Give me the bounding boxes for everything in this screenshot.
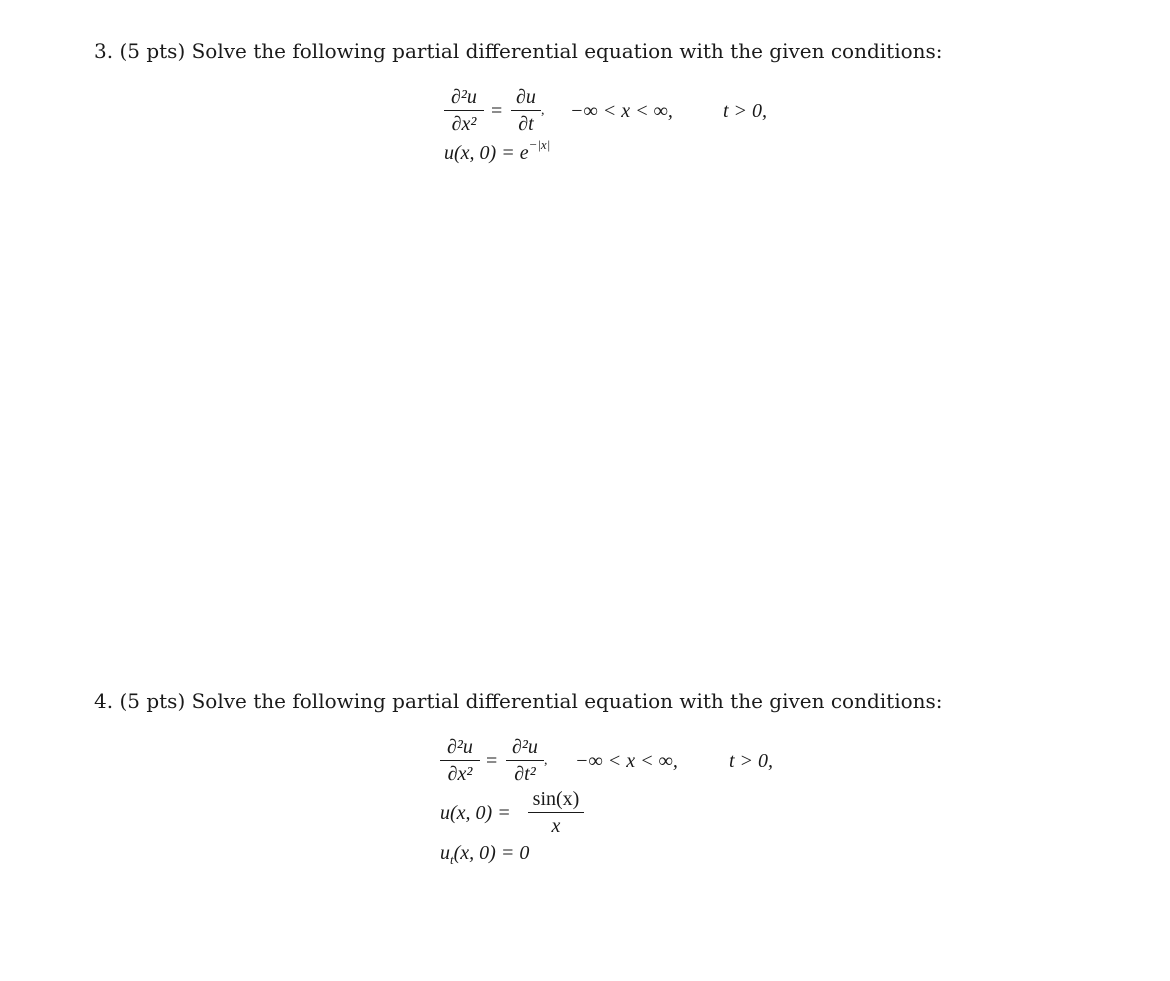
- problem-3-statement: Solve the following partial differential equation with the given conditions:: [191, 39, 943, 63]
- problem-4-header: [94, 689, 943, 713]
- problem-3-points: (5 pts): [119, 39, 186, 63]
- problem-3-number: 3.: [94, 39, 114, 63]
- problem-3-equals: =: [491, 100, 503, 122]
- problem-4-ic-numerator: sin(x): [532, 788, 580, 810]
- problem-3-lhs-denominator: ∂x²: [451, 113, 477, 135]
- problem-4-equals: =: [486, 750, 498, 772]
- problem-3-rhs-denominator: ∂t: [518, 113, 534, 135]
- problem-4-ic-fraction: [528, 788, 584, 837]
- problem-3-initial-condition: [444, 137, 551, 164]
- problem-4-vc-rest: (x, 0) = 0: [453, 842, 530, 864]
- problem-4-statement: Solve the following partial differential equation with the given conditions:: [191, 689, 943, 713]
- problem-4-rhs-numerator: ∂²u: [512, 736, 538, 758]
- problem-4-domain-x: −∞ < x < ∞,: [575, 750, 678, 772]
- problem-3-rhs-fraction: [511, 86, 541, 135]
- problem-4-ic-lhs: u(x, 0) =: [440, 802, 511, 824]
- problem-4-rhs-denominator: ∂t²: [514, 763, 536, 785]
- problem-4-vc-u: u: [440, 842, 450, 864]
- problem-4-lhs-denominator: ∂x²: [447, 763, 473, 785]
- problem-3-lhs-fraction: [444, 86, 484, 135]
- problem-4-ic-denominator: x: [551, 815, 561, 837]
- problem-4-domain-t: t > 0,: [729, 750, 774, 772]
- problem-3-header: [94, 39, 943, 63]
- problem-3-domain-x: −∞ < x < ∞,: [570, 100, 673, 122]
- problem-4-lhs-fraction: [440, 736, 480, 785]
- problem-4-points: (5 pts): [119, 689, 186, 713]
- problem-4-rhs-fraction: [506, 736, 544, 785]
- problem-4-vc-sub: t: [450, 852, 454, 867]
- problem-4-comma: ,: [544, 753, 548, 768]
- problem-3-comma: ,: [541, 103, 545, 118]
- problem-3-ic-lhs: u(x, 0) = e: [444, 142, 529, 164]
- problem-3-ic-exponent: −|x|: [528, 137, 551, 153]
- problem-3-domain-t: t > 0,: [723, 100, 768, 122]
- problem-4-lhs-numerator: ∂²u: [447, 736, 473, 758]
- problem-4-velocity-condition: [440, 842, 530, 867]
- problem-3-rhs-numerator: ∂u: [516, 86, 536, 108]
- problem-4-number: 4.: [94, 689, 114, 713]
- problem-3-lhs-numerator: ∂²u: [451, 86, 477, 108]
